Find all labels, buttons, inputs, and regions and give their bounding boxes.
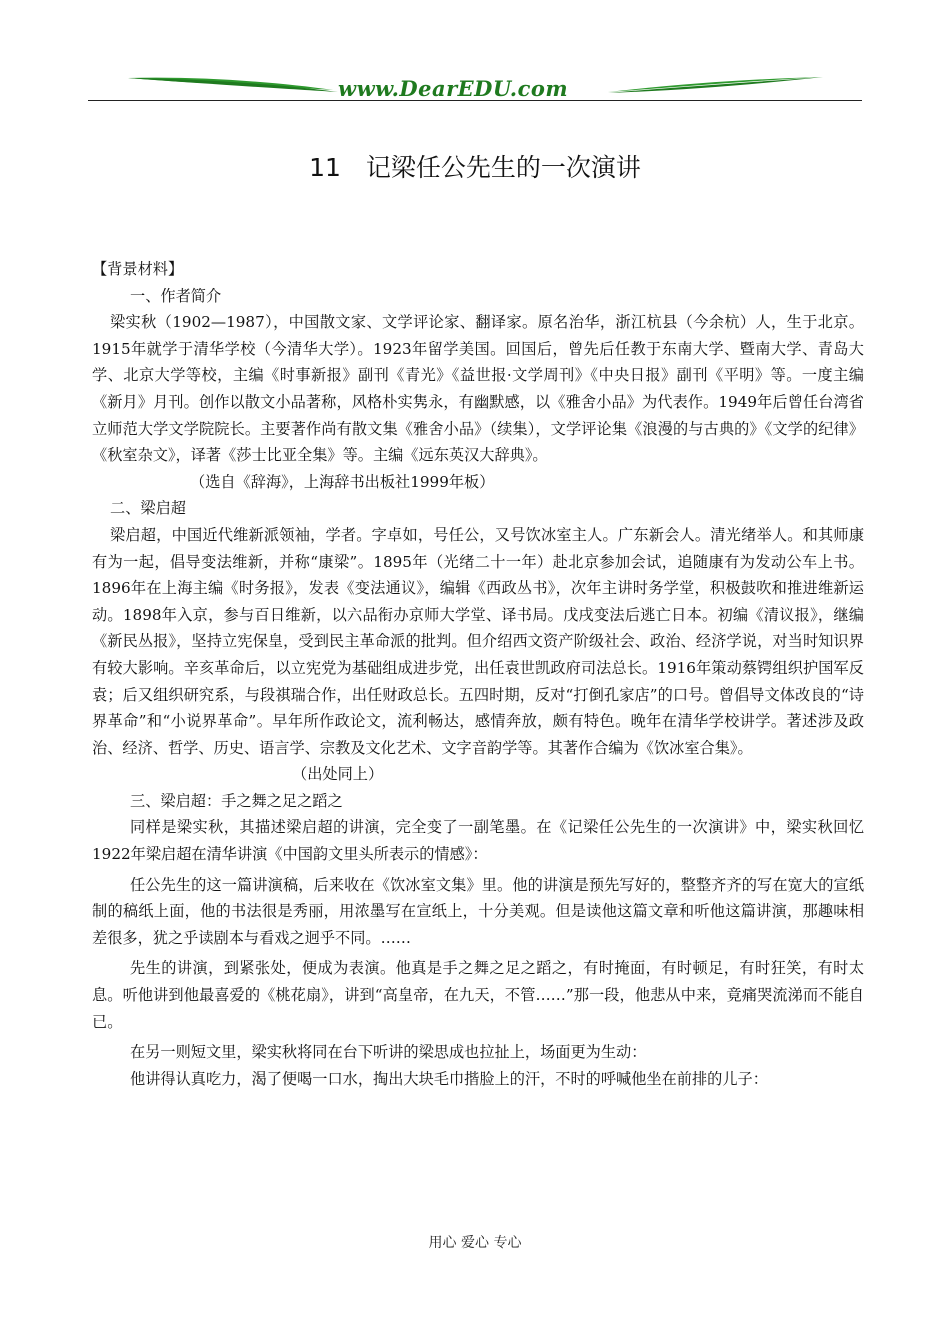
- paragraph-liang-qichao-bio: 梁启超，中国近代维新派领袖，学者。字卓如，号任公，又号饮冰室主人。广东新会人。清光绪举人。和其师康有为一起，倡导变法维新，并称“康梁”。1895年（光绪二十一年）赴北京参加会试，追随康有为发动公车上书。1896年在上海主编《时务报》，发表《变法通议》，编辑《西政丛书》，次年主讲时务学堂，积极鼓吹和推进维新运动。1898年入京，参与百日维新，以六品衔办京师大学堂、译书局。戊戌变法后逃亡日本。初编《清议报》，继编《新民丛报》，坚持立宪保皇，受到民主革命派的批判。但介绍西文资产阶级社会、政治、经济学说，对当时知识界有较大影响。辛亥革命后，以立宪党为基础组成进步党，出任袁世凯政府司法总长。1916年策动蔡锷组织护国军反袁；后又组织研究系，与段祺瑞合作，出任财政总长。五四时期，反对“打倒孔家店”的口号。曾倡导文体改良的“诗界革命”和“小说界革命”。早年所作政论文，流利畅达，感情奔放，颇有特色。晚年在清华学校讲学。著述涉及政治、经济、哲学、历史、语言学、宗教及文化艺术、文字音韵学等。其著作合编为《饮冰室合集》。: [92, 525, 864, 757]
- source-note-same: （出处同上）: [292, 765, 384, 784]
- paragraph-author-bio: 梁实秋（1902—1987），中国散文家、文学评论家、翻译家。原名治华，浙江杭县（今余杭）人，生于北京。1915年就学于清华学校（今清华大学）。1923年留学美国。回国后，曾先后任教于东南大学、暨南大学、青岛大学、北京大学等校，主编《时事新报》副刊《青光》《益世报·文学周刊》《中央日报》副刊《平明》等。一度主编《新月》月刊。创作以散文小品著称，风格朴实隽永，有幽默感，以《雅舍小品》为代表作。1949年后曾任台湾省立师范大学文学院院长。主要著作尚有散文集《雅舍小品》（续集），文学评论集《浪漫的与古典的》《文学的纪律》《秋室杂文》，译著《莎士比亚全集》等。主编《远东英汉大辞典》。: [92, 313, 864, 465]
- header-divider: [88, 100, 862, 101]
- heading-dance: 三、梁启超：手之舞之足之蹈之: [130, 791, 343, 810]
- page-footer: 用心 爱心 专心: [428, 1235, 522, 1251]
- paragraph-short-essay: 在另一则短文里，梁实秋将同在台下听讲的梁思成也拉扯上，场面更为生动：: [130, 1043, 647, 1062]
- paragraph-intro-lecture: 同样是梁实秋，其描述梁启超的讲演，完全变了一副笔墨。在《记梁任公先生的一次演讲》中，梁实秋回忆1922年梁启超在清华讲演《中国韵文里头所表示的情感》：: [92, 818, 864, 864]
- paragraph-quote-son: 他讲得认真吃力，渴了便喝一口水，掏出大块毛巾揩脸上的汗，不时的呼喊他坐在前排的儿子：: [130, 1069, 768, 1088]
- paragraph-quote-performance: 先生的讲演，到紧张处，便成为表演。他真是手之舞之足之蹈之，有时掩面，有时顿足，有时狂笑，有时太息。听他讲到他最喜爱的《桃花扇》，讲到“高皇帝，在九天，不管……”那一段，他悲从中来，竟痛哭流涕而不能自已。: [92, 959, 864, 1031]
- source-note-cihai: （选自《辞海》，上海辞书出板社1999年板）: [190, 472, 495, 491]
- paragraph-quote-manuscript: 任公先生的这一篇讲演稿，后来收在《饮冰室文集》里。他的讲演是预先写好的，整整齐齐的写在宽大的宣纸制的稿纸上面，他的书法很是秀丽，用浓墨写在宣纸上，十分美观。但是读他这篇文章和听他这篇讲演，那趣味相差很多，犹之乎读剧本与看戏之迥乎不同。……: [92, 875, 864, 947]
- heading-liang-qichao: 二、梁启超: [110, 499, 186, 518]
- page-title: 11 记梁任公先生的一次演讲: [309, 153, 641, 182]
- document-body: [92, 256, 864, 1092]
- site-logo-text: www.DearEDU.com: [338, 76, 569, 101]
- heading-author-intro: 一、作者简介: [130, 286, 222, 305]
- section-label: 【背景材料】: [92, 260, 184, 278]
